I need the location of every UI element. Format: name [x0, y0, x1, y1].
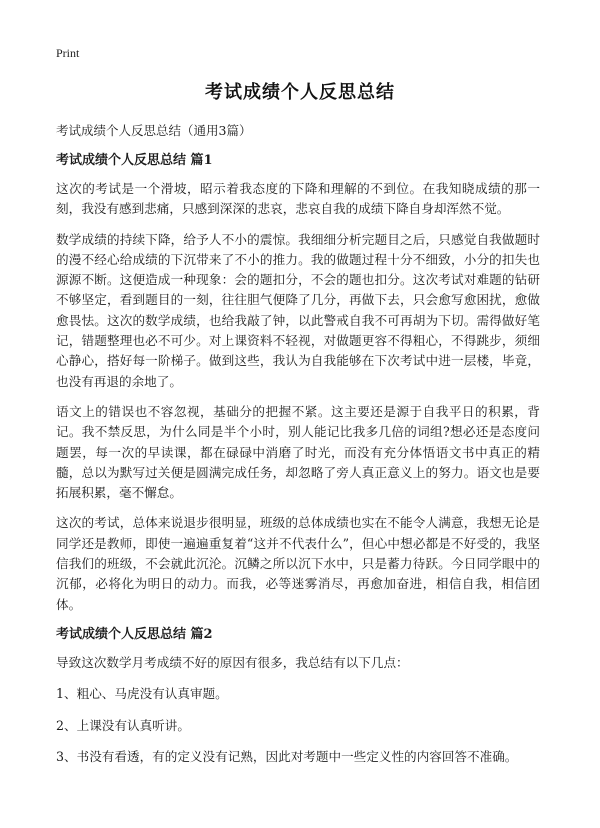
- paragraph: 语文上的错误也不容忽视，基础分的把握不紧。这主要还是源于自我平日的积累，背记。我不禁反思，为什么同是半个小时，别人能记比我多几倍的词组?想必还是态度问题罢，每一次的早读课，都在碌碌中消磨了时光，而没有充分体悟语文书中真正的精髓，总以为默写过关便是圆满完成任务，却忽略了旁人真正意义上的努力。语文也是要拓展积累，毫不懈怠。: [56, 403, 540, 501]
- paragraph: 导致这次数学月考成绩不好的原因有很多，我总结有以下几点：: [56, 654, 409, 670]
- paragraph: 这次的考试是一个滑坡，昭示着我态度的下降和理解的不到位。在我知晓成绩的那一刻，我没有感到悲痛，只感到深深的悲哀，悲哀自我的成绩下降自身却浑然不觉。: [56, 181, 540, 217]
- section-2: [56, 625, 540, 767]
- document-body: [56, 121, 540, 778]
- document-subtitle: 考试成绩个人反思总结（通用3篇）: [56, 123, 252, 138]
- paragraph: 数学成绩的持续下降，给予人不小的震惊。我细细分析完题目之后，只感觉自我做题时的漫不经心给成绩的下沉带来了不小的推力。我的做题过程十分不细致，小分的扣失也源源不断。这便造成一种现象：会的题扣分，不会的题也扣分。这次考试对难题的钻研不够坚定，看到题目的一刻，往往胆气便降了几分，再做下去，只会愈写愈困扰，愈做愈畏怯。这次的数学成绩，也给我敲了钟，以此警戒自我不可再胡为下切。需得做好笔记，错题整理也必不可少。对上课资料不轻视，对做题更容不得粗心，不得跳步，须细心静心，搭好每一阶梯子。做到这些，我认为自我能够在下次考试中进一层楼，毕竟，也没有再退的余地了。: [56, 231, 540, 389]
- list-item: 2、上课没有认真听讲。: [56, 717, 190, 733]
- list-item: 1、粗心、马虎没有认真审题。: [56, 686, 228, 702]
- section-1: [56, 151, 540, 615]
- list-item: 3、书没有看透，有的定义没有记熟，因此对考题中一些定义性的内容回答不准确。: [56, 748, 518, 764]
- print-label: Print: [56, 46, 80, 60]
- paragraph: 这次的考试，总体来说退步很明显，班级的总体成绩也实在不能令人满意，我想无论是同学还是教师，即使一遍遍重复着“这并不代表什么”，但心中想必都是不好受的，我坚信我们的班级，不会就此沉沦。沉鳞之所以沉下水中，只是蓄力待跃。今日同学眼中的沉郁，必将化为明日的动力。而我，必等迷雾消尽，再愈加奋进，相信自我，相信团体。: [56, 515, 540, 612]
- section-heading: 考试成绩个人反思总结 篇2: [56, 626, 213, 642]
- page-title: 考试成绩个人反思总结: [205, 82, 395, 103]
- section-heading: 考试成绩个人反思总结 篇1: [56, 153, 213, 168]
